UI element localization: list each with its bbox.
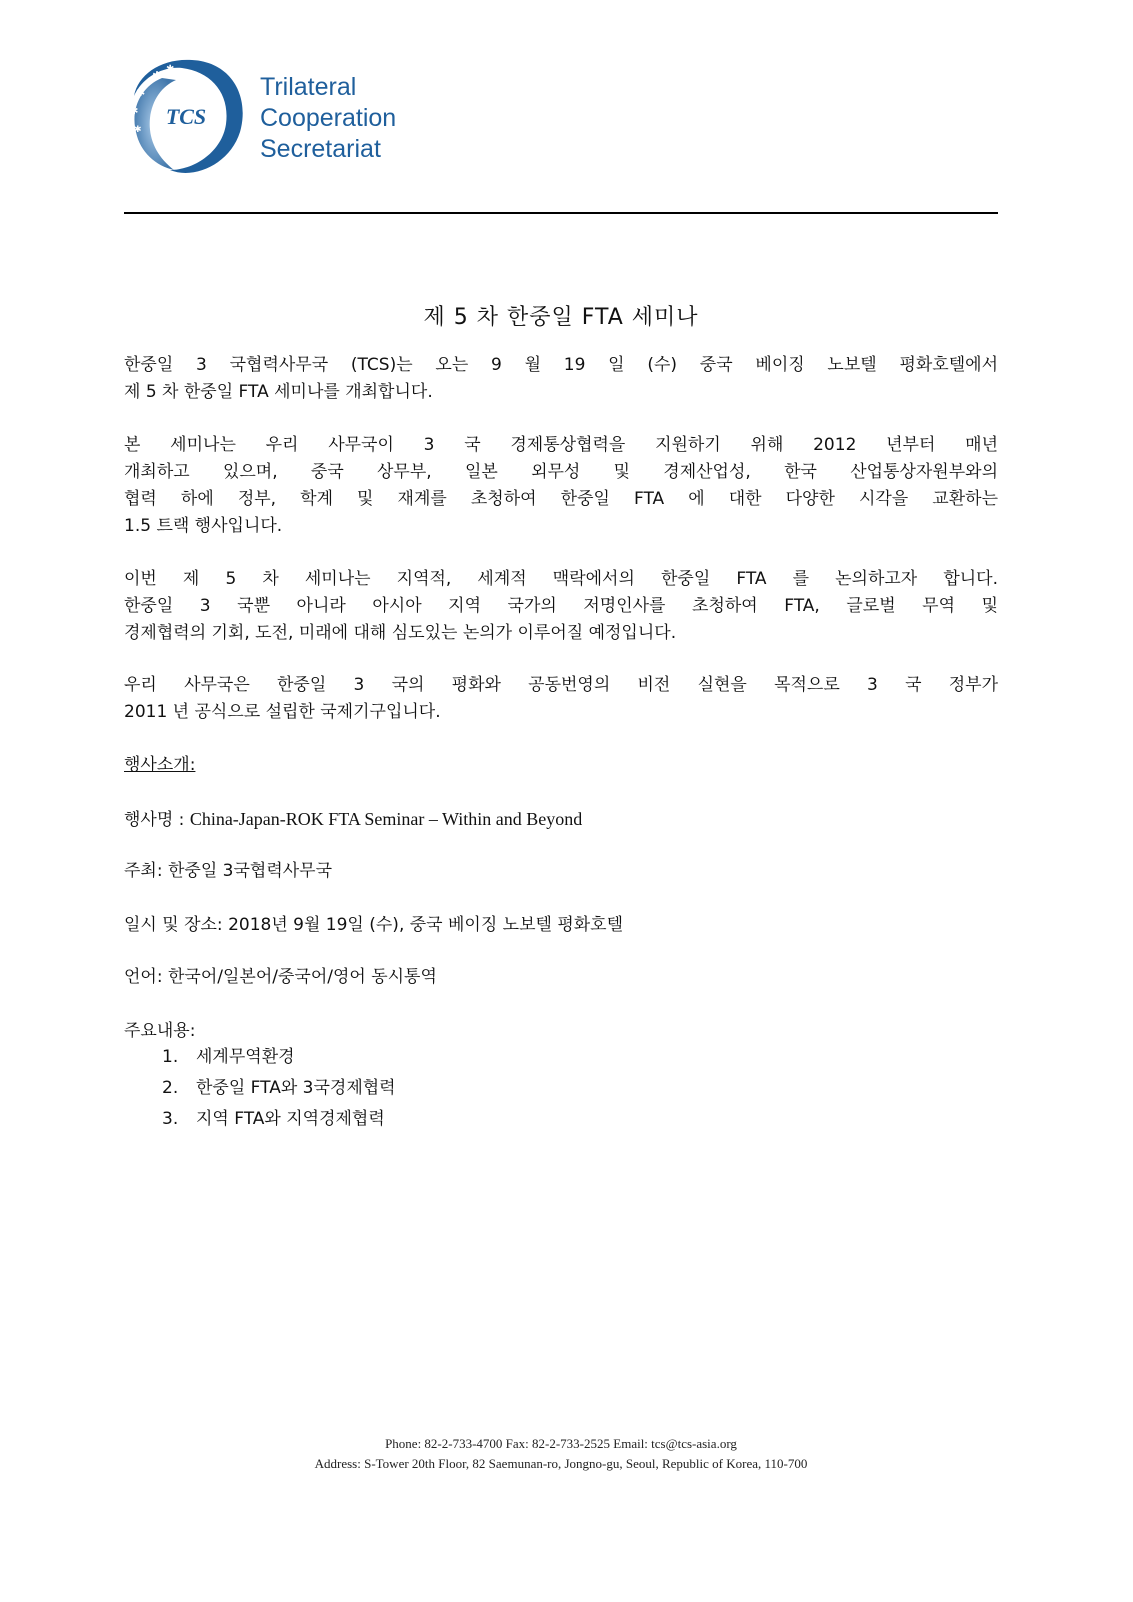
event-name-label: 행사명 :: [124, 810, 185, 830]
list-item-text: 지역 FTA와 지역경제협력: [196, 1109, 385, 1129]
list-item-number: 2.: [162, 1078, 179, 1098]
paragraph-background: [124, 432, 998, 540]
event-language-label: 언어:: [124, 967, 163, 987]
paragraph-line: 2011 년 공식으로 설립한 국제기구입니다.: [124, 702, 441, 722]
tcs-emblem-icon: [122, 52, 252, 182]
event-host-label: 주최:: [124, 861, 163, 881]
header-divider: [124, 212, 998, 214]
svg-text:✱: ✱: [130, 106, 139, 117]
paragraph-intro: [124, 352, 998, 406]
paragraph-line: 한중일 3 국협력사무국 (TCS)는 오는 9 월 19 일 (수) 중국 베이징 노보텔 평화호텔에서: [124, 355, 998, 375]
logo-wordmark: [260, 72, 396, 165]
event-datetime-row: [124, 912, 623, 939]
paragraph-line: 이번 제 5 차 세미나는 지역적, 세계적 맥락에서의 한중일 FTA 를 논의하고자 합니다.: [124, 569, 998, 589]
paragraph-line: 본 세미나는 우리 사무국이 3 국 경제통상협력을 지원하기 위해 2012 년부터 매년: [124, 435, 998, 455]
event-name-row: [124, 806, 582, 834]
paragraph-line: 협력 하에 정부, 학계 및 재계를 초청하여 한중일 FTA 에 대한 다양한 시각을 교환하는: [124, 489, 998, 509]
svg-text:✱: ✱: [166, 64, 175, 75]
footer-address: Address: S-Tower 20th Floor, 82 Saemunan-ro, Jongno-gu, Seoul, Republic of Korea, 110-700: [314, 1456, 808, 1471]
logo-line-2: Cooperation: [260, 104, 397, 132]
footer-contact: Phone: 82-2-733-4700 Fax: 82-2-733-2525 Email: tcs@tcs-asia.org: [385, 1436, 737, 1451]
list-item-text: 한중일 FTA와 3국경제협력: [196, 1078, 396, 1098]
paragraph-line: 한중일 3 국뿐 아니라 아시아 지역 국가의 저명인사를 초청하여 FTA, 글로벌 무역 및: [124, 596, 998, 616]
paragraph-line: 1.5 트랙 행사입니다.: [124, 516, 283, 536]
event-topics-label: 주요내용:: [124, 1021, 196, 1041]
event-section-heading: 행사소개:: [124, 755, 196, 775]
logo-line-1: Trilateral: [260, 73, 357, 101]
paragraph-line: 개최하고 있으며, 중국 상무부, 일본 외무성 및 경제산업성, 한국 산업통상자원부와의: [124, 462, 998, 482]
page-footer: [124, 1434, 998, 1474]
page-title: 제 5 차 한중일 FTA 세미나: [423, 305, 699, 330]
logo-line-3: Secretariat: [260, 135, 381, 163]
svg-text:✱: ✱: [134, 125, 142, 135]
paragraph-line: 제 5 차 한중일 FTA 세미나를 개최합니다.: [124, 382, 433, 402]
paragraph-line: 우리 사무국은 한중일 3 국의 평화와 공동번영의 비전 실현을 목적으로 3 국 정부가: [124, 675, 998, 695]
list-item: [162, 1042, 396, 1073]
svg-text:✱: ✱: [152, 69, 163, 83]
list-item-number: 3.: [162, 1109, 179, 1129]
list-item: [162, 1073, 396, 1104]
topics-list: [162, 1042, 396, 1135]
event-datetime-value: 2018년 9월 19일 (수), 중국 베이징 노보텔 평화호텔: [228, 915, 624, 935]
paragraph-line: 경제협력의 기회, 도전, 미래에 대해 심도있는 논의가 이루어질 예정입니다.: [124, 623, 677, 643]
list-item-text: 세계무역환경: [196, 1047, 295, 1067]
event-host-value: 한중일 3국협력사무국: [167, 861, 333, 881]
list-item-number: 1.: [162, 1047, 179, 1067]
list-item: [162, 1104, 396, 1135]
paragraph-about-tcs: [124, 672, 998, 726]
paragraph-purpose: [124, 566, 998, 647]
emblem-text: TCS: [165, 104, 207, 129]
event-language-row: [124, 964, 437, 991]
event-host-row: [124, 858, 332, 885]
event-name-value: China-Japan-ROK FTA Seminar – Within and Beyond: [189, 809, 583, 829]
event-datetime-label: 일시 및 장소:: [124, 915, 223, 935]
event-language-value: 한국어/일본어/중국어/영어 동시통역: [167, 967, 437, 987]
svg-text:✱: ✱: [136, 86, 146, 99]
